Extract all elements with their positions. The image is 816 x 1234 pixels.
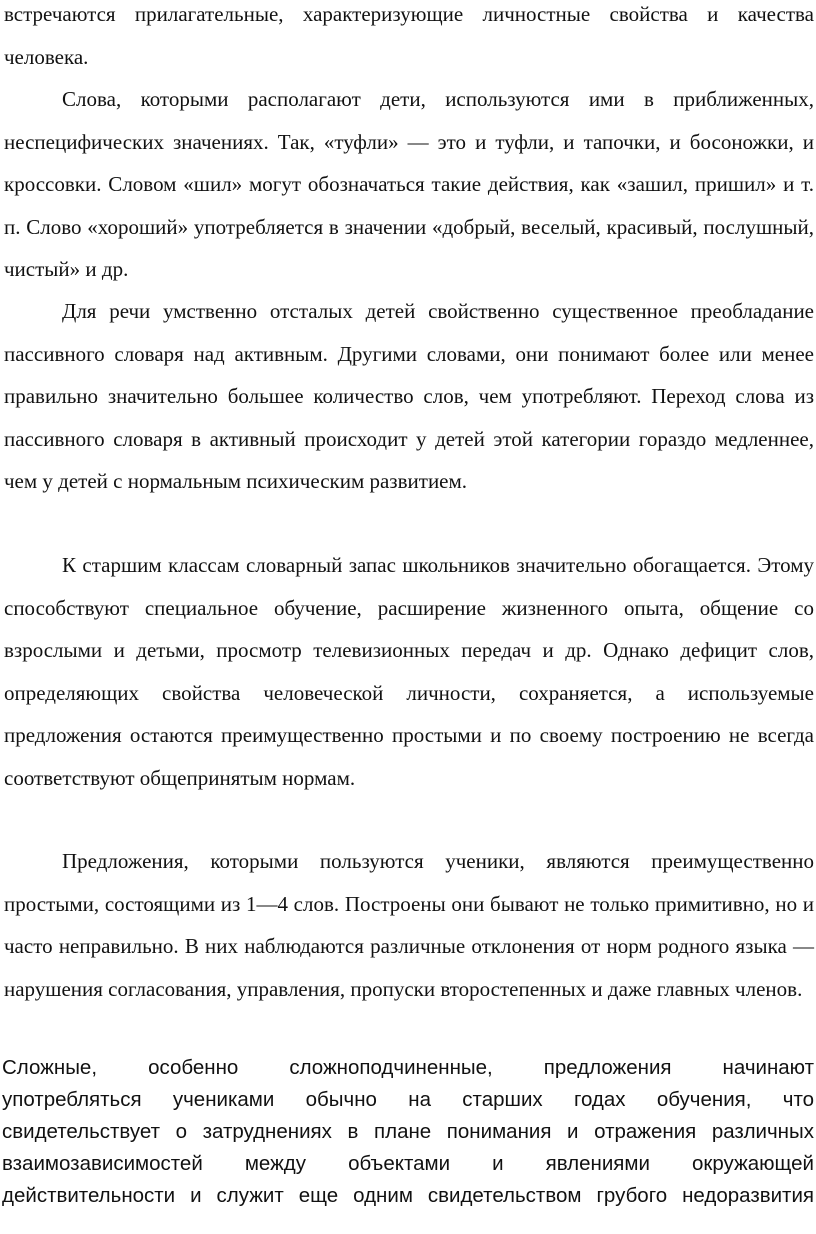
paragraph-word-meanings [4,78,814,291]
paragraph-complex-sentences [2,1052,814,1212]
paragraph-line: свидетельствует о затруднениях в плане понимания и отражения различных [2,1120,814,1143]
paragraph-line: действительности и служит еще одним свидетельством грубого недоразвития [2,1184,814,1207]
paragraph-text: К старшим классам словарный запас школьников значительно обогащается. Этому способствуют специальное обучение, расширение жизненного опыта, общение со взрослыми и детьми, просмотр телевизионных передач и др. Однако дефицит слов, определяющих свойства человеческой личности, сохраняется, а используемые предложения остаются преимущественно простыми и по своему построению не всегда соответствуют общепринятым нормам. [4,553,814,790]
paragraph-line: взаимозависимостей между объектами и явлениями окружающей [2,1152,814,1175]
paragraph-text: Слова, которыми располагают дети, используются ими в приближенных, неспецифических значениях. Так, «туфли» — это и туфли, и тапочки, и босоножки, и кроссовки. Словом «шил» могут обозначаться такие действия, как «зашил, пришил» и т. п. Слово «хороший» употребляется в значении «добрый, веселый, красивый, послушный, чистый» и др. [4,87,814,281]
paragraph-text: Для речи умственно отсталых детей свойственно существенное преобладание пассивного словаря над активным. Другими словами, они понимают более или менее правильно значительно большее количество слов, чем употребляют. Переход слова из пассивного словаря в активный происходит у детей этой категории гораздо медленнее, чем у детей с нормальным психическим развитием. [4,299,814,493]
paragraph-continuation [4,0,814,78]
paragraph-sentences [4,840,814,1010]
paragraph-line: употребляться учениками обычно на старших годах обучения, что [2,1088,814,1111]
paragraph-text: встречаются прилагательные, характеризующие личностные свойства и качества человека. [4,2,814,69]
paragraph-passive-vocabulary [4,290,814,503]
paragraph-senior-classes [4,544,814,799]
paragraph-text: Предложения, которыми пользуются ученики, являются преимущественно простыми, состоящими из 1—4 слов. Построены они бывают не только примитивно, но и часто неправильно. В них наблюдаются различные отклонения от норм родного языка — нарушения согласования, управления, пропуски второстепенных и даже главных членов. [4,849,814,1001]
paragraph-line: Сложные, особенно сложноподчиненные, предложения начинают [2,1056,814,1079]
